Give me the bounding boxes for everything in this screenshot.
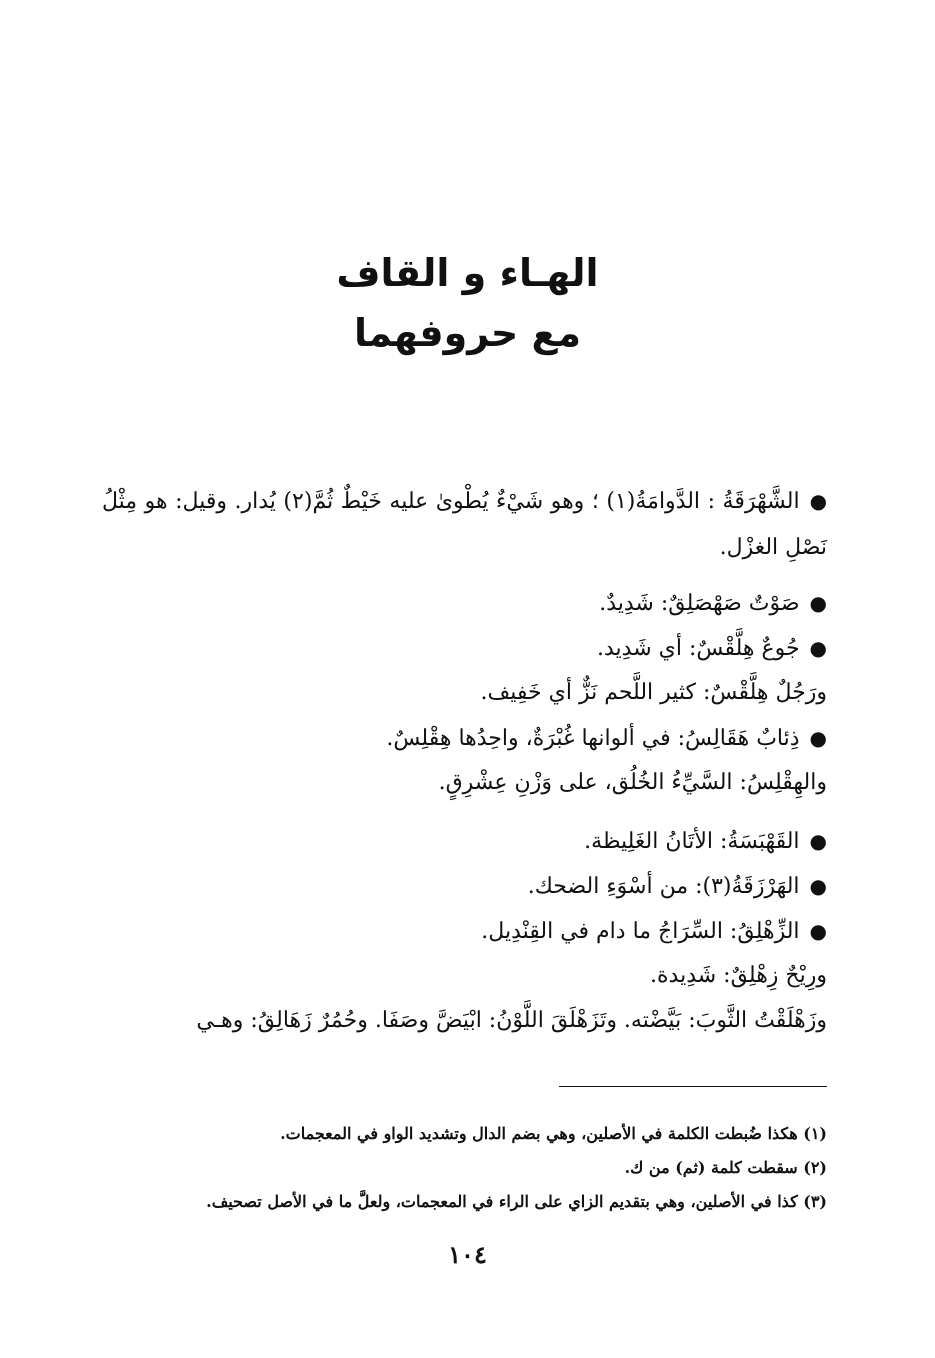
bullet-icon: ● (809, 591, 827, 615)
footnote: (٢) سقطت كلمة (ثم) من ك. (624, 1158, 827, 1177)
dictionary-entry (92, 719, 827, 758)
dictionary-subentry (92, 674, 827, 712)
dictionary-subentry (92, 957, 827, 995)
entry-text: والهِقْلِسُ: السَّيِّءُ الخُلُق، على وَزْنِ عِشْرِقٍ. (438, 770, 827, 795)
entry-text: القَهْبَسَةُ: الأتَانُ الغَلِيظة. (584, 829, 800, 854)
bullet-icon: ● (809, 874, 827, 898)
entry-text: وزَهْلَقْتُ الثَّوبَ: بَيَّضْته. وتَزَهْلَقَ اللَّوْنُ: ابْيَضَّ وصَفَا. وحُمُرٌ زَهَالِقُ: وهـي (196, 1008, 827, 1033)
dictionary-subentry (92, 1002, 827, 1040)
entry-text: الشَّهْرَقَةُ : الدَّوامَةُ(١) ؛ وهو شَيْءٌ يُطْوىٰ عليه خَيْطٌ ثُمَّ(٢) يُدار. وقيل: هو مِثْلُ نَصْلِ الغزْل. (102, 489, 827, 560)
bullet-icon: ● (809, 636, 827, 660)
entry-text: الزِّهْلِقُ: السِّرَاجُ ما دام في القِنْدِيل. (481, 919, 800, 944)
dictionary-entry (92, 822, 827, 861)
entry-text: ورَجُلٌ هِلَّقْسٌ: كثير اللَّحم نَزٌّ أي خَفِيف. (480, 680, 827, 705)
dictionary-subentry (92, 764, 827, 802)
bullet-icon: ● (809, 919, 827, 943)
dictionary-entry (92, 867, 827, 906)
chapter-subtitle: مع حروفهما (353, 311, 582, 355)
footnote-divider (559, 1086, 827, 1087)
entry-text: ذِئابٌ هَقَالِسُ: في ألوانها غُبْرَةٌ، واحِدُها هِقْلِسٌ. (386, 726, 800, 751)
chapter-title: الهـاء و القاف (336, 251, 599, 295)
bullet-icon: ● (809, 829, 827, 853)
footnote: (١) هكذا ضُبطت الكلمة في الأصلين، وهي بضم الدال وتشديد الواو في المعجمات. (280, 1124, 827, 1143)
dictionary-entry (102, 478, 827, 571)
dictionary-entry (92, 584, 827, 623)
dictionary-entry (92, 629, 827, 668)
entry-text: ورِيْحٌ زِهْلِقٌ: شَدِيدة. (650, 963, 827, 988)
footnote: (٣) كذا في الأصلين، وهي بتقديم الزاي على الراء في المعجمات، ولعلَّ ما في الأصل تصحيف. (206, 1192, 827, 1211)
dictionary-entry (92, 912, 827, 951)
entry-text: جُوعٌ هِلَّقْسٌ: أي شَدِيد. (597, 636, 800, 661)
entry-text: الهَرْزَقَةُ(٣): من أسْوَءِ الضحك. (527, 874, 800, 899)
bullet-icon: ● (809, 489, 828, 513)
bullet-icon: ● (809, 726, 827, 750)
entry-text: صَوْتٌ صَهْصَلِقٌ: شَدِيدٌ. (599, 591, 800, 616)
page-number: ١٠٤ (448, 1240, 487, 1269)
